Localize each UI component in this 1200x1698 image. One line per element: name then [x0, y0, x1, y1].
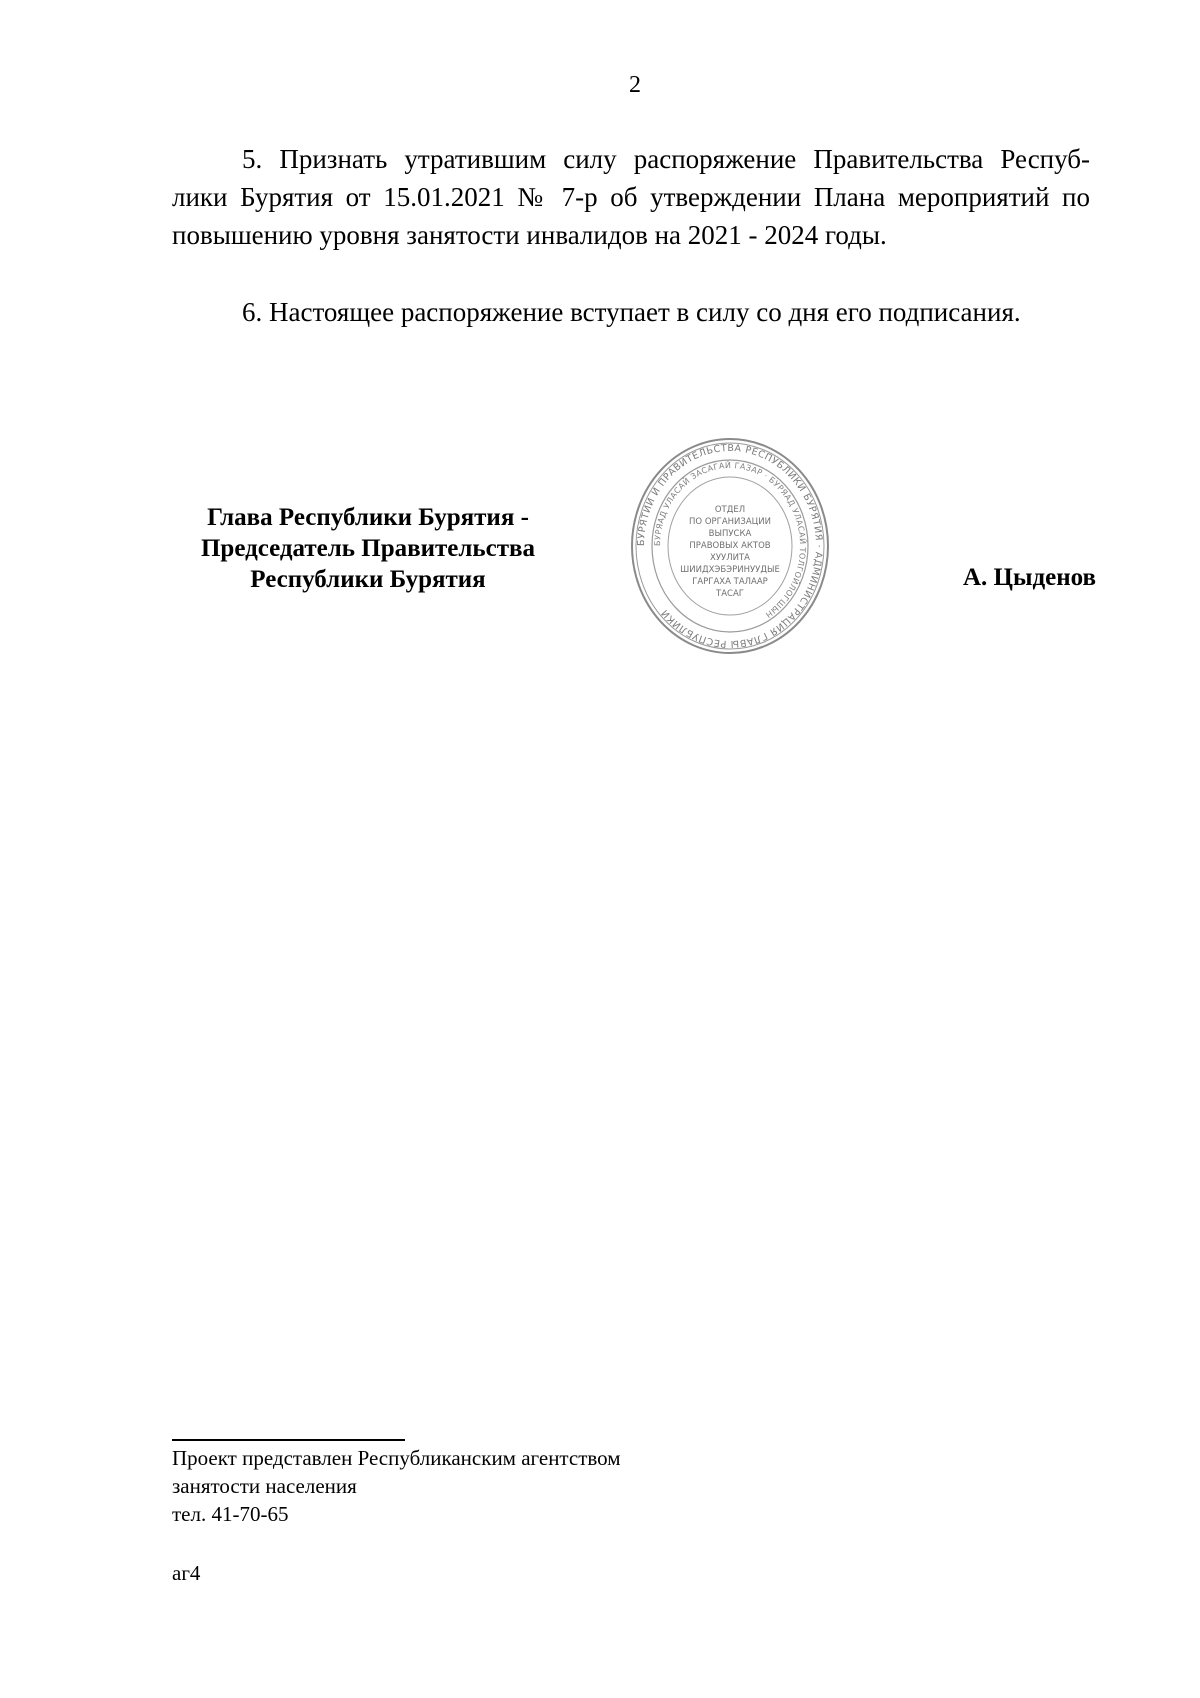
svg-text:ОТДЕЛ: ОТДЕЛ	[714, 505, 746, 515]
footnote-line-1: Проект представлен Республиканским агентством	[172, 1446, 621, 1470]
paragraph-6: 6. Настоящее распоряжение вступает в силу со дня его подписания.	[242, 297, 1021, 327]
footnote-line-2: занятости населения	[172, 1474, 357, 1498]
svg-text:БУРЯАД УЛАСАЙ ЗАСАГАЙ ГАЗАР ·: БУРЯАД УЛАСАЙ ЗАСАГАЙ ГАЗАР · БУРЯАД УЛАСАЙ ТОЛГОЙЛОГШЫН	[652, 460, 808, 620]
svg-text:БУРЯТИИ И ПРАВИТЕЛЬСТВА РЕСПУБ: БУРЯТИИ И ПРАВИТЕЛЬСТВА РЕСПУБЛИКИ БУРЯТИЯ · АДМИНИСТРАЦИЯ ГЛАВЫ РЕСПУБЛИКИ	[635, 442, 825, 650]
svg-text:ПО ОРГАНИЗАЦИИ: ПО ОРГАНИЗАЦИИ	[689, 517, 771, 527]
paragraph-5-line-1: 5. Признать утратившим силу распоряжение Правительства Респуб-	[242, 144, 1090, 174]
svg-text:ХУУЛИТА: ХУУЛИТА	[710, 553, 750, 563]
footnote	[172, 1444, 621, 1528]
paragraph-5	[172, 140, 1090, 254]
signer-name: А. Цыденов	[962, 564, 1096, 591]
svg-text:ПРАВОВЫХ АКТОВ: ПРАВОВЫХ АКТОВ	[689, 541, 771, 551]
svg-text:ШИИДХЭБЭРИНУУДЫЕ: ШИИДХЭБЭРИНУУДЫЕ	[680, 565, 780, 575]
signatory-title	[158, 502, 578, 595]
footnote-line-3: тел. 41-70-65	[172, 1502, 289, 1526]
page-number: 2	[629, 72, 641, 98]
document-code: аг4	[172, 1561, 201, 1585]
footnote-divider	[172, 1439, 405, 1441]
paragraph-5-line-2: лики Бурятия от 15.01.2021 № 7-р об утверждении Плана мероприятий по	[172, 182, 1090, 212]
official-seal	[630, 436, 830, 656]
svg-text:ТАСАГ: ТАСАГ	[716, 589, 744, 599]
svg-text:ГАРГАХА ТАЛААР: ГАРГАХА ТАЛААР	[692, 577, 768, 587]
svg-text:ВЫПУСКА: ВЫПУСКА	[708, 529, 752, 539]
signatory-title-line-2: Председатель Правительства	[200, 535, 536, 562]
signatory-title-line-1: Глава Республики Бурятия -	[207, 504, 529, 531]
paragraph-5-line-3: повышению уровня занятости инвалидов на 2021 - 2024 годы.	[172, 220, 887, 250]
signatory-title-line-3: Республики Бурятия	[250, 566, 486, 593]
